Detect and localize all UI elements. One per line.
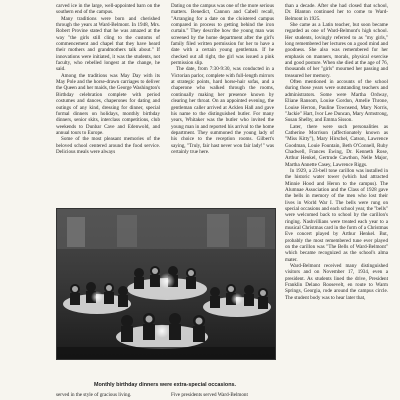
text-column-2-continued: Five presidents served Ward-Belmont (171, 392, 248, 398)
birthday-dinner-photo (56, 208, 276, 360)
text-column-1-continued: served in the style of gracious living. (56, 392, 132, 398)
paragraph: Among the traditions was May Day with its May Pole and the horse-drawn carriages to deliver the Queen and her maids, the George Washington's Birthday celebration complete with period costumes and dances, chaperones for dating and outings of any kind, dressing for dinner, special formal dinners on holidays, monthly birthday dinners, senior skits, interclass competitions, club weekends to Dunbar Cave and Edenwold, and annual tours to Europe. (56, 72, 160, 136)
text-column-1 (56, 3, 160, 209)
paragraph: carved ice in the large, well-appointed barn on the southern end of the campus. (56, 3, 160, 16)
paragraph: The date, from 7:30-9:30, was conducted in a Victorian parlor, complete with full-length mirrors at strategic points, hard horse-hair sofas, and a chaperone who walked through the rooms, continually making her presence known by clearing her throat. On an appointed evening, the gentleman caller arrived at Acklen Hall and gave his name to the distinguished butler. For many years, Whitaker was the butler who invited the young man in and reported his arrival to the home department. They summoned the young lady of his choice to the reception rooms. Gilbert's saying, "Truly, fair hast never won fair lady!" was certainly true here. (171, 66, 274, 155)
dining-hall-photograph (57, 209, 275, 359)
paragraph: Ward-Belmont received many distinguished visitors and on November 17, 1934, even a president. As students lined the drive, President Franklin Delano Roosevelt, en route to Warm Springs, Georgia, rode around the campus circle. The student body was to hear later that, (285, 263, 388, 301)
paragraph: She came as a Latin teacher, but soon became regarded as one of Ward-Belmont's high school. Her students, lovingly referred to as "my girls," long remembered her lectures on a good mind and goodness. She also was remembered for her emphasis on manners, morals, physical exercise and good posture. When she died at the age of 76, thousands of her "girls" mourned her passing and treasured her memory. (285, 22, 388, 79)
paragraph: Later, there were such personalities as Catherine Morrison (affectionately known as "Miss Kitty"), Mary Hirschel, Catson, Lawrence Goodman, Louie Fountain, Beth O'Connell, Ruby Chadwell, Frances Ewing, Dr. Kenneth Rose, Arthur Henkel, Gertrude Cawthon, Nelle Major, Martha Annette Casey, Lawrence Riggs. (285, 123, 388, 168)
paragraph: than a decade. After she had closed that school, Dr. Blanton continued her to come to Ward-Belmont in 1925. (285, 3, 388, 22)
paragraph: Often mentioned in accounts of the school during those years were outstanding teachers and administrators. Some were Martha Ordway, Eliane Ransom, Louise Gordon, Amelie Throne, Louise Herron, Pauline Townsend, Mary Norris, "Jackie" Hart, Ivor Lee Duncan, Mary Armstrong, Susan Shelby, and Emma Sisson. (285, 79, 388, 124)
paragraph: Many traditions were born and cherished through the years at Ward-Belmont. In 1948, Mrs. Robert Provine stated that he was amazed at the way "the girls still cling to the customs of commencement and chapel that they have heard their mothers and grandmothers talk about." If innovations were initiated, it was the students, not faculty, who rebelled longest at the change, he said. (56, 15, 160, 73)
paragraph: Some of the most pleasant memories of the beloved school centered around the food service. Delicious meals were always (56, 136, 160, 155)
text-column-2 (171, 3, 274, 209)
paragraph: Dating on the campus was one of the more serious matters. Benedict, Cannon and Cabell recall, "Arranging for a date on the cloistered campus compared in process to getting behind the iron curtain." They describe how the young man was screened by the home department after the girl's family filed written permission for her to have a date with a certain young gentleman. If he checked out all right, the girl was issued a pink permission slip. (171, 3, 274, 67)
text-column-3 (285, 3, 388, 400)
paragraph: In 1929, a 23-bell tone carillon was installed in the historic water tower (which had attracted Minnie Hood and Heron to the campus). The Alumnae Association and the Class of 1928 gave the bells in memory of the men who lost their lives in World War I. The bells were rung on special occasions and each school year, the "bells" were welcomed back to school by the carillon's ringing. Nashvillians were treated each year to a musical Christmas card in the form of a Christmas Eve concert played by Arthur Henkel. But, probably the most remembered tune ever played on the carillon was "The Bells of Ward-Belmont" which became recognized as the school's alma mater. (285, 167, 388, 263)
photo-caption: Monthly birthday dinners were extra-special occasions. (94, 382, 236, 388)
